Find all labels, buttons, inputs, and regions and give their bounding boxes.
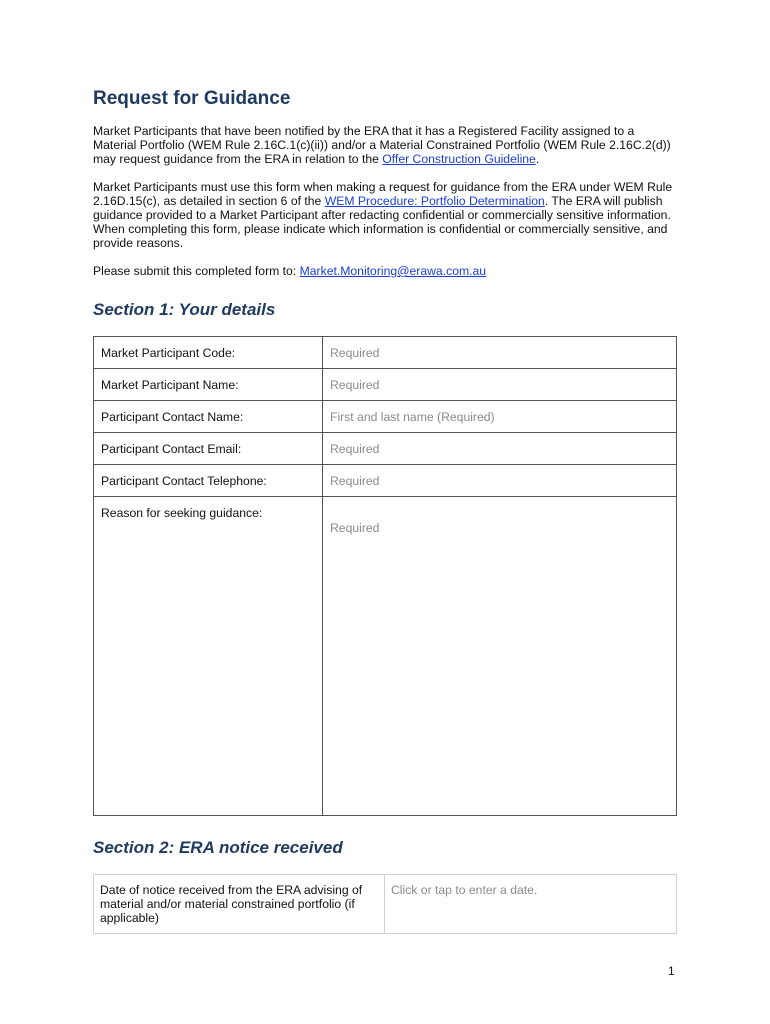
table-row — [94, 465, 677, 497]
your-details-table — [93, 336, 677, 816]
wem-procedure-link[interactable]: WEM Procedure: Portfolio Determination — [324, 194, 545, 208]
field-label: Market Participant Code: — [94, 337, 323, 369]
era-notice-table — [93, 874, 677, 934]
contact-email-field[interactable]: Required — [323, 433, 677, 465]
offer-construction-guideline-link[interactable]: Offer Construction Guideline — [382, 152, 536, 166]
reason-for-guidance-field[interactable]: Required — [323, 497, 677, 816]
table-row — [94, 337, 677, 369]
field-label: Participant Contact Name: — [94, 401, 323, 433]
table-row — [94, 875, 677, 934]
section-1-heading: Section 1: Your details — [93, 300, 276, 319]
table-row — [94, 369, 677, 401]
contact-name-field[interactable]: First and last name (Required) — [323, 401, 677, 433]
submit-instructions — [93, 264, 677, 278]
market-participant-name-field[interactable]: Required — [323, 369, 677, 401]
intro-paragraph-2 — [93, 180, 677, 250]
contact-telephone-field[interactable]: Required — [323, 465, 677, 497]
table-row — [94, 433, 677, 465]
intro-paragraph-1 — [93, 124, 677, 166]
field-label: Participant Contact Telephone: — [94, 465, 323, 497]
table-row — [94, 401, 677, 433]
paragraph-text: Please submit this completed form to: — [93, 264, 300, 278]
paragraph-text: . — [535, 152, 540, 166]
paragraph-text: . The ERA will publish guidance provided to a Market Participant after redacting confidential or commercially sensitive information. When completing this form, please indicate which information is confidential or commercially sensitive, and provide reasons. — [93, 194, 671, 250]
field-label: Reason for seeking guidance: — [94, 497, 323, 816]
paragraph-text: Market Participants that have been notified by the ERA that it has a Registered Facility assigned to a Material Portfolio (WEM Rule 2.16C.1(c)(ii)) and/or a Material Constrained Portfolio (WEM Rule 2.16C.2(d)) may request guidance from the ERA in relation to the — [93, 124, 671, 166]
email-link[interactable]: Market.Monitoring@erawa.com.au — [299, 264, 487, 278]
page-number: 1 — [668, 964, 675, 978]
market-participant-code-field[interactable]: Required — [323, 337, 677, 369]
page-title: Request for Guidance — [93, 88, 291, 109]
table-row — [94, 497, 677, 816]
field-label: Date of notice received from the ERA advising of material and/or material constrained portfolio (if applicable) — [94, 875, 385, 934]
field-label: Participant Contact Email: — [94, 433, 323, 465]
notice-date-field[interactable]: Click or tap to enter a date. — [385, 875, 677, 934]
section-2-heading: Section 2: ERA notice received — [93, 838, 343, 857]
field-label: Market Participant Name: — [94, 369, 323, 401]
paragraph-text: Market Participants must use this form when making a request for guidance from the ERA under WEM Rule 2.16D.15(c), as detailed in section 6 of the — [93, 180, 673, 208]
